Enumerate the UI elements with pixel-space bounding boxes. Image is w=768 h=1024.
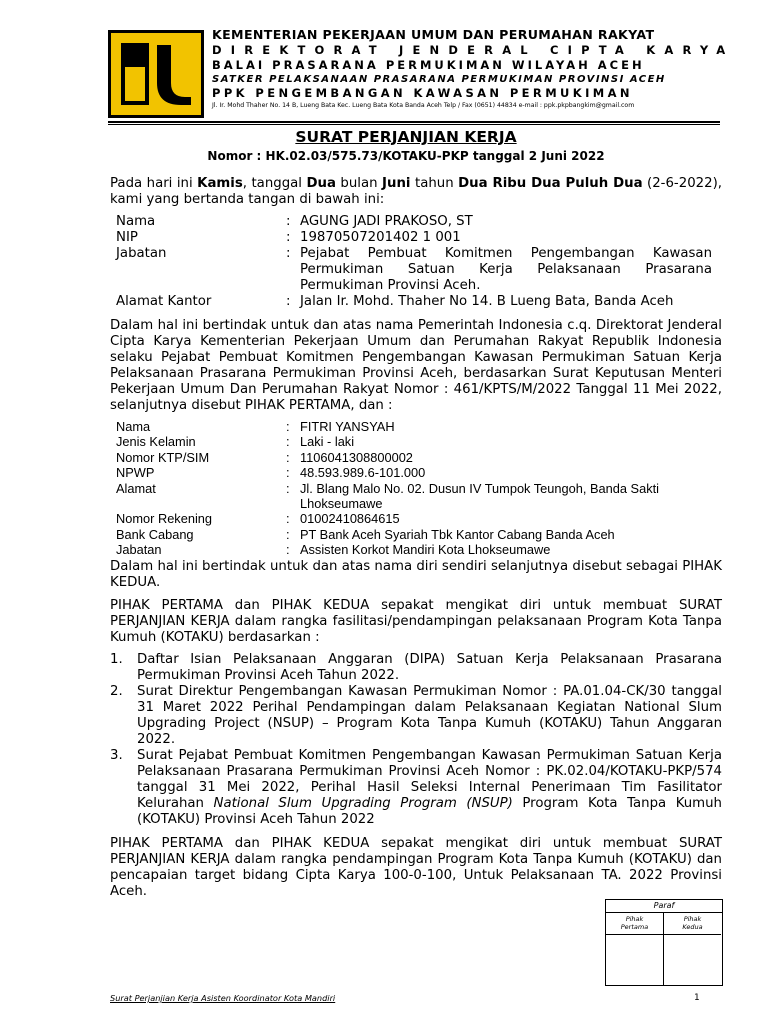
- party1-jabatan-value: Pejabat Pembuat Komitmen Pengembangan Kawasan Permukiman Satuan Kerja Pelaksanaan Prasarana Permukiman Provinsi Aceh.: [300, 246, 712, 293]
- table-row: [116, 419, 720, 434]
- paraf-pihak-pertama: [606, 913, 664, 985]
- list-text: Surat Pejabat Pembuat Komitmen Pengembangan Kawasan Permukiman Satuan Kerja Pelaksanaan Prasarana Permukiman Provinsi Aceh Nomor : PK.02.04/KOTAKU-PKP/574 tanggal 31 Mei 2022, Perihal Hasil Seleksi Internal Penerimaan Tim Fasilitator Kelurahan: [137, 748, 722, 811]
- letterhead: [212, 27, 735, 111]
- colon: :: [286, 434, 290, 450]
- table-row: [116, 434, 720, 449]
- colon: :: [286, 542, 290, 558]
- party2-value: Assisten Korkot Mandiri Kota Lhokseumawe: [300, 542, 551, 558]
- list-text: Surat Direktur Pengembangan Kawasan Permukiman Nomor : PA.01.04-CK/30 tanggal 31 Maret 2022 Perihal Pendampingan dalam Pelaksanaan Kegiatan National Slum Upgrading Project (NSUP) – Program Kota Tanpa Kumuh (KOTAKU) Tahun Anggaran 2022.: [137, 684, 756, 747]
- list-item: [110, 684, 756, 748]
- list-text-italic: National Slum Upgrading Program (NSUP): [213, 796, 513, 811]
- party1-nip-label: NIP: [116, 230, 138, 245]
- table-row: [116, 511, 720, 526]
- party2-value: 1106041308800002: [300, 449, 413, 465]
- letterhead-directorate: DIREKTORAT JENDERAL CIPTA KARYA: [212, 43, 735, 57]
- table-row: [116, 246, 712, 294]
- party2-value: 01002410864615: [300, 511, 400, 527]
- paraf-left-line1: Pihak: [625, 915, 644, 923]
- party2-label: NPWP: [116, 465, 155, 481]
- colon: :: [286, 526, 290, 542]
- paraf-header: Paraf: [606, 900, 722, 913]
- colon: :: [286, 294, 291, 309]
- party1-nip-value: 19870507201402 1 001: [300, 230, 461, 245]
- party1-alamat-value: Jalan Ir. Mohd. Thaher No 14. B Lueng Bata, Banda Aceh: [300, 294, 674, 309]
- colon: :: [286, 449, 290, 465]
- page-footer: Surat Perjanjian Kerja Asisten Koordinator Kota Mandiri: [110, 993, 336, 1003]
- party2-label: Bank Cabang: [116, 526, 194, 542]
- party2-value: PT Bank Aceh Syariah Tbk Kantor Cabang Banda Aceh: [300, 526, 615, 542]
- basis-list: [110, 652, 756, 828]
- table-row: [116, 542, 720, 557]
- letterhead-balai: BALAI PRASARANA PERMUKIMAN WILAYAH ACEH: [212, 58, 645, 72]
- table-row: [116, 450, 720, 465]
- table-row: [116, 294, 712, 310]
- agreement-paragraph-2: PIHAK PERTAMA dan PIHAK KEDUA sepakat mengikat diri untuk membuat SURAT PERJANJIAN KERJA dalam rangka pendampingan Program Kota Tanpa Kumuh (KOTAKU) dan pencapaian target bidang Cipta Karya 100-0-100, Untuk Pelaksanaan TA. 2022 Provinsi Aceh.: [110, 836, 722, 899]
- table-row: [116, 527, 720, 542]
- party2-label: Jenis Kelamin: [116, 434, 196, 450]
- list-item: [110, 652, 722, 684]
- letterhead-address: Jl. Ir. Mohd Thaher No. 14 B, Lueng Bata Kec. Lueng Bata Kota Banda Aceh Telp / Fax (0651) 44834 e-mail : ppk.pkpbangkim@gmail.com: [212, 102, 635, 109]
- party2-value: FITRI YANSYAH: [300, 419, 395, 434]
- document-title: SURAT PERJANJIAN KERJA: [295, 128, 517, 146]
- list-text: Program Kota Tanpa Kumuh (KOTAKU) Provinsi Aceh Tahun 2022: [137, 796, 722, 827]
- party1-name-label: Nama: [116, 214, 156, 229]
- party2-value: Laki - laki: [300, 434, 355, 450]
- colon: :: [286, 214, 291, 229]
- list-item: [110, 748, 722, 828]
- party2-value: Jl. Blang Malo No. 02. Dusun IV Tumpok Teungoh, Banda Sakti Lhokseumawe: [300, 480, 659, 512]
- colon: :: [286, 511, 290, 527]
- paraf-pihak-kedua: [664, 913, 721, 985]
- colon: :: [286, 419, 290, 434]
- letterhead-satker: SATKER PELAKSANAAN PRASARANA PERMUKIMAN PROVINSI ACEH: [212, 74, 666, 85]
- party1-name-value: AGUNG JADI PRAKOSO, ST: [300, 214, 473, 229]
- colon: :: [286, 465, 290, 481]
- table-row: [116, 214, 712, 230]
- party2-table: [116, 419, 720, 558]
- party1-jabatan-label: Jabatan: [116, 246, 167, 261]
- party2-paragraph: Dalam hal ini bertindak untuk dan atas nama diri sendiri selanjutnya disebut sebagai PIHAK KEDUA.: [110, 559, 722, 590]
- list-number: 1.: [110, 652, 123, 667]
- pupr-logo: [108, 30, 204, 118]
- list-text: Daftar Isian Pelaksanaan Anggaran (DIPA) Satuan Kerja Pelaksanaan Prasarana Permukiman Provinsi Aceh Tahun 2022.: [137, 652, 722, 683]
- party2-label: Alamat: [116, 480, 156, 496]
- document-number: Nomor : HK.02.03/575.73/KOTAKU-PKP tanggal 2 Juni 2022: [207, 149, 605, 163]
- pupr-logo-icon: [111, 33, 201, 115]
- intro-paragraph: Pada hari ini Kamis, tanggal Dua bulan Juni tahun Dua Ribu Dua Puluh Dua (2-6-2022), kami yang bertanda tangan di bawah ini:: [110, 176, 722, 207]
- letterhead-ministry: KEMENTERIAN PEKERJAAN UMUM DAN PERUMAHAN RAKYAT: [212, 27, 655, 42]
- party2-label: Nomor Rekening: [116, 511, 213, 527]
- paraf-right-line1: Pihak: [683, 915, 702, 923]
- letterhead-rule-thick: [108, 121, 720, 123]
- colon: :: [286, 230, 291, 245]
- party2-label: Nomor KTP/SIM: [116, 449, 210, 465]
- letterhead-ppk: PPK PENGEMBANGAN KAWASAN PERMUKIMAN: [212, 86, 633, 100]
- table-row: [116, 465, 720, 480]
- party1-alamat-label: Alamat Kantor: [116, 294, 212, 309]
- party2-value: 48.593.989.6-101.000: [300, 465, 426, 481]
- colon: :: [286, 480, 290, 496]
- page-number: 1: [694, 993, 700, 1003]
- party2-label: Jabatan: [116, 542, 162, 558]
- party1-table: [116, 214, 712, 310]
- paraf-left-line2: Pertama: [620, 923, 649, 931]
- table-row: [116, 481, 720, 512]
- party2-label: Nama: [116, 419, 151, 434]
- agreement-paragraph-1: PIHAK PERTAMA dan PIHAK KEDUA sepakat mengikat diri untuk membuat SURAT PERJANJIAN KERJA dalam rangka fasilitasi/pendampingan pelaksanaan Program Kota Tanpa Kumuh (KOTAKU) berdasarkan :: [110, 598, 722, 645]
- paraf-box: [605, 899, 723, 986]
- table-row: [116, 230, 712, 246]
- colon: :: [286, 246, 291, 261]
- paraf-right-line2: Kedua: [682, 923, 703, 931]
- letterhead-rule-thin: [108, 124, 720, 125]
- list-number: 2.: [110, 684, 123, 699]
- list-number: 3.: [110, 748, 123, 763]
- party1-paragraph: Dalam hal ini bertindak untuk dan atas nama Pemerintah Indonesia c.q. Direktorat Jenderal Cipta Karya Kementerian Pekerjaan Umum dan Perumahan Rakyat Republik Indonesia selaku Pejabat Pembuat Komitmen Pengembangan Kawasan Permukiman Satuan Kerja Pelaksanaan Prasarana Permukiman Provinsi Aceh, berdasarkan Surat Keputusan Menteri Pekerjaan Umum Dan Perumahan Rakyat Nomor : 461/KPTS/M/2022 Tanggal 11 Mei 2022, selanjutnya disebut PIHAK PERTAMA, dan :: [110, 318, 722, 413]
